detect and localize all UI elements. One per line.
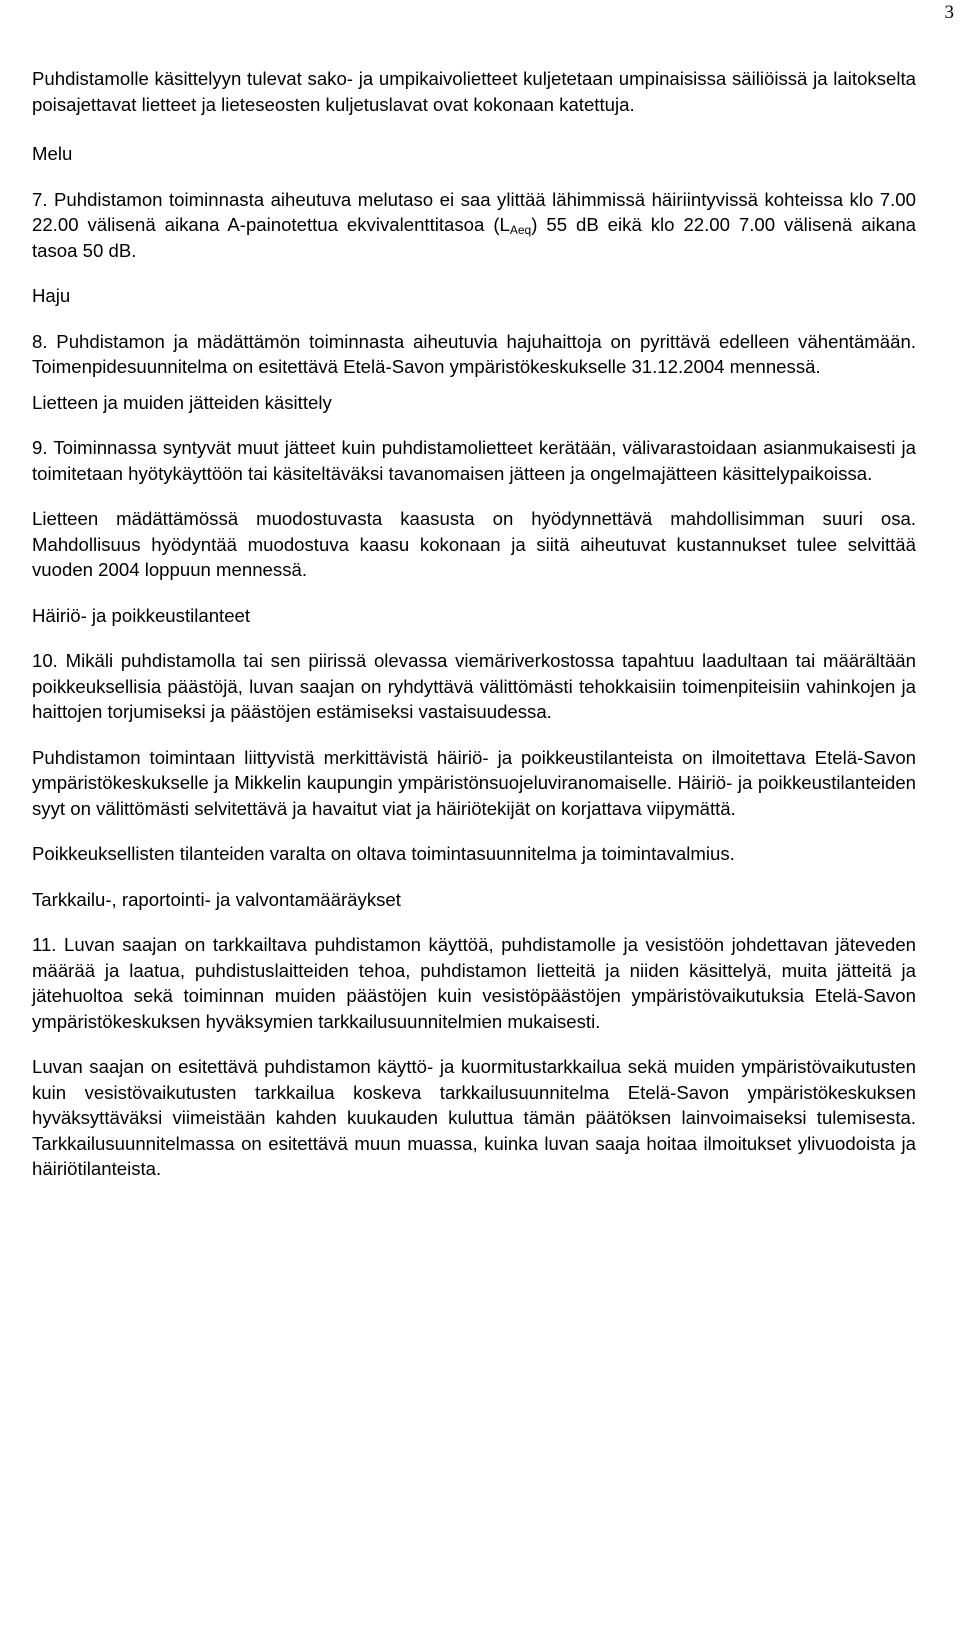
paragraph-7-text-a: 7. Puhdistamon toiminnasta aiheutuva melutaso ei saa ylittää lähimmissä häiriintyvissä kohteissa klo 7.00 22.00 välisenä aikana A-painotettua ekvivalenttitasoa (L (32, 188, 916, 235)
paragraph-7 (32, 187, 916, 264)
document-body (32, 66, 916, 1182)
paragraph-intro: Puhdistamolle käsittelyyn tulevat sako- ja umpikaivolietteet kuljetetaan umpinaisissa säiliöissä ja laitokselta poisajettavat lietteet ja lieteseosten kuljetuslavat ovat kokonaan katettuja. (32, 68, 916, 115)
paragraph-7-text-b: ) 55 dB eikä klo 22.00 7.00 välisenä aikana tasoa 50 dB. (32, 214, 917, 261)
paragraph-10c: Poikkeuksellisten tilanteiden varalta on oltava toimintasuunnitelma ja toimintavalmius. (32, 843, 735, 864)
paragraph-10b: Puhdistamon toimintaan liittyvistä merkittävistä häiriö- ja poikkeustilanteista on ilmoitettava Etelä-Savon ympäristökeskukselle ja Mikkelin kaupungin ympäristönsuojeluviranomaiselle. Häiriö- ja poikkeustilanteiden syyt on välittömästi selvitettävä ja havaitut viat ja häiriötekijät on korjattava viipymättä. (32, 746, 916, 819)
paragraph-11b: Luvan saajan on esitettävä puhdistamon käyttö- ja kuormitustarkkailua sekä muiden ympäristövaikutusten kuin vesistövaikutusten tarkkailua koskeva tarkkailusuunnitelma Etelä-Savon ympäristökeskuksen hyväksyttäväksi viimeistään kahden kuukauden kuluttua tämän päätöksen lainvoimaiseksi tulemisesta. Tarkkailusuunnitelmassa on esitettävä muun muassa, kuinka luvan saaja hoitaa ilmoitukset ylivuodoista ja häiriötilanteista. (32, 1056, 916, 1179)
paragraph-7-subscript: Aeq (509, 223, 532, 237)
paragraph-9: 9. Toiminnassa syntyvät muut jätteet kuin puhdistamolietteet kerätään, välivarastoidaan asianmukaisesti ja toimitetaan hyötykäyttöön tai käsiteltäväksi tavanomaisen jätteen ja ongelmajätteen käsittelypaikoissa. (32, 437, 916, 484)
heading-melu: Melu (32, 143, 73, 164)
paragraph-11: 11. Luvan saajan on tarkkailtava puhdistamon käyttöä, puhdistamolle ja vesistöön johdettavan jäteveden määrää ja laatua, puhdistuslaitteiden tehoa, puhdistamon lietteitä ja niiden käsittelyä, muita jätteitä ja jätehuoltoa sekä toiminnan muiden päästöjen kuin vesistöpäästöjen ympäristövaikutuksia Etelä-Savon ympäristökeskuksen hyväksymien tarkkailusuunnitelmien mukaisesti. (32, 934, 916, 1032)
paragraph-9b: Lietteen mädättämössä muodostuvasta kaasusta on hyödynnettävä mahdollisimman suuri osa. Mahdollisuus hyödyntää muodostuva kaasu kokonaan ja siitä aiheutuvat kustannukset tulee selvittää vuoden 2004 loppuun mennessä. (32, 508, 916, 580)
heading-haju: Haju (32, 285, 71, 306)
paragraph-8: 8. Puhdistamon ja mädättämön toiminnasta aiheutuvia hajuhaittoja on pyrittävä edelleen vähentämään. Toimenpidesuunnitelma on esitettävä Etelä-Savon ympäristökeskukselle 31.12.2004 mennessä. (32, 330, 916, 377)
page-number: 3 (944, 2, 954, 23)
paragraph-10: 10. Mikäli puhdistamolla tai sen piirissä olevassa viemäriverkostossa tapahtuu laadultaan tai määrältään poikkeuksellisia päästöjä, luvan saajan on ryhdyttävä välittömästi tehokkaisiin toimenpiteisiin vahinkojen ja haittojen torjumiseksi ja päästöjen estämiseksi vastaisuudessa. (32, 650, 916, 722)
heading-lietteen-kasittely: Lietteen ja muiden jätteiden käsittely (32, 391, 332, 413)
heading-tarkkailu: Tarkkailu-, raportointi- ja valvontamääräykset (32, 888, 401, 910)
heading-hairio-tilanteet: Häiriö- ja poikkeustilanteet (32, 604, 251, 626)
